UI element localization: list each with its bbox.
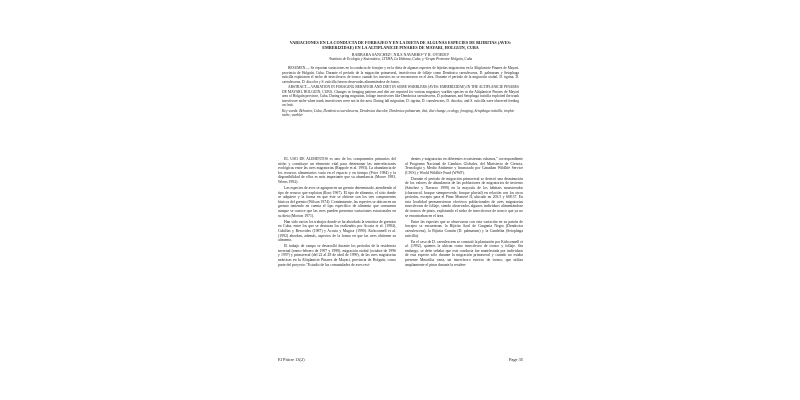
body-paragraph: En el caso de D. caerulescens se constató la plantación por Kirkconnell et al. (1992), quienes la ubican como insectívoro de tronco y follaje. Sin embargo, se debe señalar que este conducta fue manifestada por individuos de esta especie sólo durante la migración primaveral y cuando no estaba presente Mniotilta varia, un insectívoro estricto de tronco, que utiliza ampliamente el pinar durante la residen- [405,239,523,267]
right-column [405,157,523,269]
body-paragraph: El trabajo de campo se desarrolló durante los períodos de la residencia invernal (enero-febrero de 1997 y 1998), migración otoñal (octubre de 1996 y 1997) y primaveral (del 22 al 28 de abril de 1999), de las aves migratorias neárticas en la Altiplanicie Pinares de Mayarí, provincia de Holguín, como parte del proyecto "Estudio de las comunidades de aves resi- [278,244,396,267]
abstract-paragraph: ABSTRACT.—VARIATION IN FORAGING BEHAVIOR AND DIET IN SOME WARBLERS (AVES: EMBERIZIDAE) IN THE ALTIPLANICIE PINARES DE MAYARI, HOLGUIN, CUBA. Changes in foraging patterns and diet are reported for various migratory warbler species in the Altiplanicie Pinares de Mayarí area of Holguín province, Cuba. During spring migration, foliage insectivores like Dendroica caerulescens, D. palmarum, and Setophaga ruticilla exploited the trunk insectivore niche when trunk insectivores were not in the area. During fall migration, D. tigrina, D. caerulescens, D. discolor, and S. ruticilla were observed feeding on fruit. [282,85,519,108]
abstract-block [282,66,519,108]
paper-affiliation: ¹Instituto de Ecología y Sistemática, CITMA, La Habana, Cuba; y ²Grupo Promotor Holguín, Cuba [328,57,473,61]
left-column [278,157,396,269]
body-paragraph: dentes y migratorias en diferentes ecosistemas cubanos," correspondiente al Programa Nacional de Cambios Globales, del Ministerio de Ciencia, Tecnología y Medio Ambiente y financiado por Canadian Wildlife Service (CWS) y World Wildlife Fund (WWF). [405,157,523,175]
paper-page [278,40,523,367]
resumen-paragraph: RESUMEN.— Se reportan variaciones en la conducta de forrajeo y en la dieta de algunas especies de bijiritas migratorias en la Altiplanicie Pinares de Mayarí, provincia de Holguín, Cuba. Durante el período de la migración primaveral, insectívoros de follaje como Dendroica caerulescens, D. palmarum y Setophaga ruticilla explotaron el nicho de insectívoros de tronco cuando los insectos no se encontraron en el área. Durante el período de la migración otoñal, D. tigrina, D. caerulescens, D. discolor y S. ruticilla fueron observadas alimentándose de frutos. [282,66,519,84]
page-number: Page 35 [508,357,523,362]
paper-title: VARIACIONES EN LA CONDUCTA DE FORRAJEO Y EN LA DIETA DE ALGUNAS ESPECIES DE BIJIRITAS (AVES: EMBERIZIDAE) EN LA ALTIPLANICIE PINARES DE MAYARI, HOLGUIN, CUBA [289,40,512,50]
keywords: Key words: Behavior, Cuba, Dendroica caerulescens, Dendroica discolor, Dendroica palmarum, diet, diet change, ecology, foraging, Setophaga ruticilla, trophic niche, warbler [282,108,515,118]
journal-issue: El Pitirre 13(2) [278,357,305,362]
body-paragraph: Han sido varios los trabajos donde se ha abordado la temática de gremios en Cuba, entre los que se destacan los realizados por Acosta et al. (1984), Cubillas y Berovides (1987) y Acosta y Mugica (1990). Kirkconnell et al. (1992) abordan, además, aspectos de la forma en que las aves obtienen su alimento. [278,219,396,243]
body-paragraph: Entre las especies que se observaron con esta variación en su patrón de forrajeo se encuentran: la Bijirita Azul de Garganta Negra (Dendroica caerulescens), la Bijirita Común (D. palmarum) y la Candelita (Setophaga ruticilla). [405,219,523,238]
body-paragraph: EL USO DE ALIMENTOS es uno de los componentes primarios del nicho y constituye un elemento vital para determinar las interrelaciones ecológicas entre las aves migratorias (Rappole et al. 1993). La abundancia de los recursos alimentarios varía en el espacio y en tiempo (Price 1984) y la disponibilidad de ellos es más importante que su abundancia (Moore 1983, Wiens 1992). [278,157,396,184]
body-paragraph: Durante el período de migración primaveral se detectó una disminución de los valores de abundancia de las poblaciones de migratorios de invierno (Sánchez y Navarro 1999) en la mayoría de los hábitats muestreados (charrascal, bosque siempreverde, bosque pluvial) en relación con los otros períodos, excepto para el Pinar Monteré II, ubicado en 203.5 y 608.37. En esta localidad permanecieron efectivos poblacionales de aves migratorias insectívoras de follaje, siendo observados algunos individuos alimentándose de troncos de pinos, explotando el nicho de insectívoros de tronco que ya no se encontraban en el área. [405,176,523,218]
body-paragraph: Las especies de aves se agrupan en un gremio determinado, atendiendo al tipo de recurso que explotan (Root 1967). El tipo de alimento, el sitio donde se adquiere y la forma en que éste se obtiene son los tres componentes básicos del gremio (Wilson 1974). Comúnmente, las especies se ubican en un gremio teniendo en cuenta el tipo específico de alimento que consumen aunque se conoce que las aves pueden presentar variaciones estacionales en su dieta (Morton 1971). [278,186,396,218]
body-columns [278,157,523,269]
page-footer [278,357,523,362]
paper-authors: BARBARA SANCHEZ¹, NILS NAVARRO² Y R. OVIEDO¹ [351,52,450,57]
